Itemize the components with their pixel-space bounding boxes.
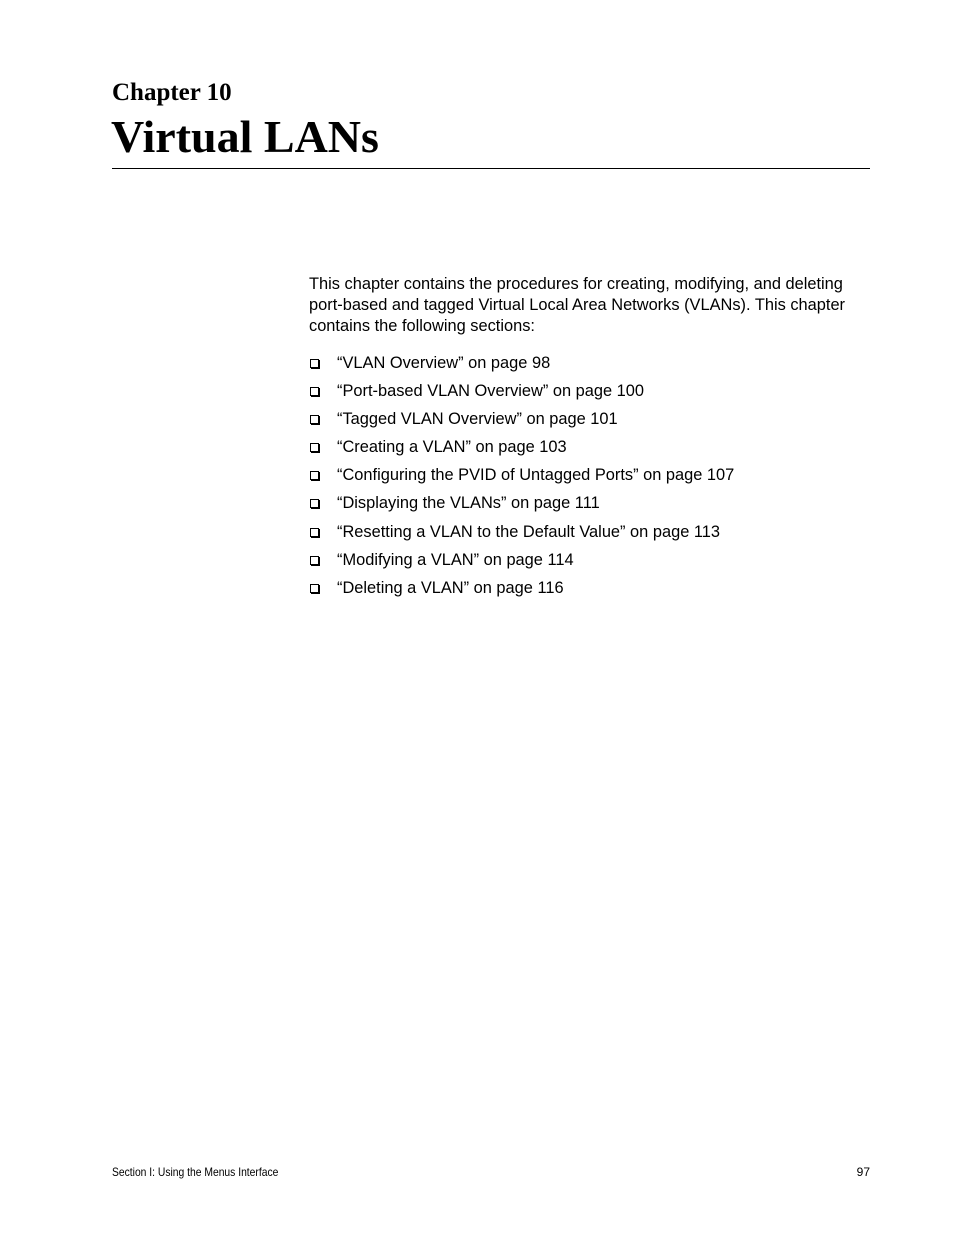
checkbox-bullet-icon	[309, 549, 337, 571]
section-link[interactable]: “Creating a VLAN” on page 103	[337, 438, 567, 457]
section-link[interactable]: “Configuring the PVID of Untagged Ports” on page 107	[337, 466, 735, 485]
chapter-title: Virtual LANs	[111, 111, 379, 162]
list-item	[309, 549, 734, 577]
section-list	[309, 352, 734, 605]
checkbox-bullet-icon	[309, 436, 337, 458]
chapter-label: Chapter 10	[112, 79, 232, 106]
section-link[interactable]: “Tagged VLAN Overview” on page 101	[337, 410, 618, 429]
section-link[interactable]: “Modifying a VLAN” on page 114	[337, 550, 574, 569]
list-item	[309, 521, 734, 549]
list-item	[309, 352, 734, 380]
checkbox-bullet-icon	[309, 521, 337, 543]
section-link[interactable]: “VLAN Overview” on page 98	[337, 354, 551, 372]
checkbox-bullet-icon	[309, 577, 337, 599]
section-link[interactable]: “Displaying the VLANs” on page 111	[337, 494, 600, 513]
checkbox-bullet-icon	[309, 380, 337, 402]
footer-section-name: Section I: Using the Menus Interface	[112, 1165, 279, 1179]
checkbox-bullet-icon	[309, 408, 337, 430]
checkbox-bullet-icon	[309, 464, 337, 486]
list-item	[309, 492, 734, 520]
list-item	[309, 577, 734, 605]
footer-page-number: 97	[856, 1165, 870, 1179]
checkbox-bullet-icon	[309, 352, 337, 374]
section-link[interactable]: “Resetting a VLAN to the Default Value” on page 113	[337, 522, 720, 541]
checkbox-bullet-icon	[309, 492, 337, 514]
list-item	[309, 380, 734, 408]
section-link[interactable]: “Port-based VLAN Overview” on page 100	[337, 382, 645, 401]
section-link[interactable]: “Deleting a VLAN” on page 116	[337, 578, 564, 597]
intro-paragraph: This chapter contains the procedures for creating, modifying, and deleting port-based and tagged Virtual Local Area Networks (VLANs). This chapter contains the following sections:	[309, 275, 846, 335]
title-divider	[112, 168, 870, 169]
list-item	[309, 408, 734, 436]
list-item	[309, 464, 734, 492]
list-item	[309, 436, 734, 464]
